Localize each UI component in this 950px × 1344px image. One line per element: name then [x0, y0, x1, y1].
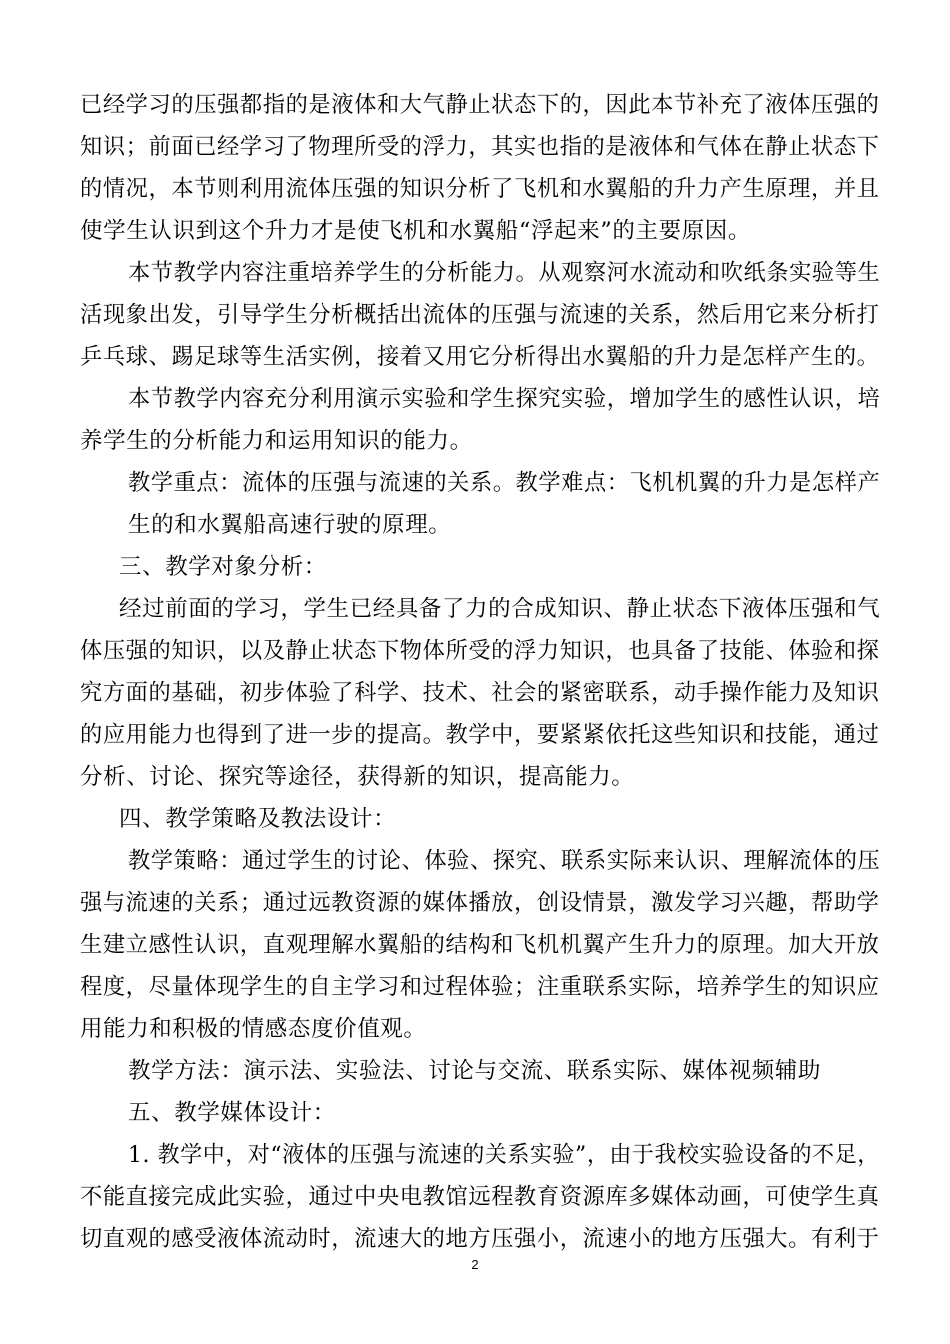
paragraph-line-p5-3: 究方面的基础，初步体验了科学、技术、社会的紧密联系，动手操作能力及知识	[80, 680, 880, 706]
paragraph-line-p2-1: 本节教学内容注重培养学生的分析能力。从观察河水流动和吹纸条实验等生	[128, 260, 881, 286]
section-heading-h5-1: 五、教学媒体设计：	[128, 1100, 336, 1126]
paragraph-line-p5-4: 的应用能力也得到了进一步的提高。教学中，要紧紧依托这些知识和技能，通过	[80, 722, 880, 748]
paragraph-line-p8-3: 切直观的感受液体流动时，流速大的地方压强小，流速小的地方压强大。有利于	[80, 1226, 880, 1252]
paragraph-line-p4-1: 教学重点：流体的压强与流速的关系。教学难点：飞机机翼的升力是怎样产	[128, 470, 881, 496]
paragraph-line-p1-4: 使学生认识到这个升力才是使飞机和水翼船“浮起来”的主要原因。	[80, 218, 752, 244]
paragraph-line-p6-5: 用能力和积极的情感态度价值观。	[80, 1016, 427, 1042]
paragraph-line-p1-1: 已经学习的压强都指的是液体和大气静止状态下的，因此本节补充了液体压强的	[80, 92, 880, 118]
paragraph-line-p8-2: 不能直接完成此实验，通过中央电教馆远程教育资源库多媒体动画，可使学生真	[80, 1184, 880, 1210]
paragraph-line-p2-3: 乒乓球、踢足球等生活实例，接着又用它分析得出水翼船的升力是怎样产生的。	[80, 344, 880, 370]
paragraph-line-p5-5: 分析、讨论、探究等途径，获得新的知识，提高能力。	[80, 764, 635, 790]
paragraph-line-p6-4: 程度，尽量体现学生的自主学习和过程体验；注重联系实际，培养学生的知识应	[80, 974, 880, 1000]
paragraph-line-p6-2: 强与流速的关系；通过远教资源的媒体播放，创设情景，激发学习兴趣，帮助学	[80, 890, 880, 916]
section-heading-h3-1: 三、教学对象分析：	[119, 554, 327, 580]
paragraph-line-p7-1: 教学方法：演示法、实验法、讨论与交流、联系实际、媒体视频辅助	[128, 1058, 822, 1084]
paragraph-line-p2-2: 活现象出发，引导学生分析概括出流体的压强与流速的关系，然后用它来分析打	[80, 302, 880, 328]
paragraph-line-p3-1: 本节教学内容充分利用演示实验和学生探究实验，增加学生的感性认识，培	[128, 386, 881, 412]
paragraph-line-p6-1: 教学策略：通过学生的讨论、体验、探究、联系实际来认识、理解流体的压	[128, 848, 881, 874]
page-number: 2	[471, 1257, 479, 1272]
section-heading-h4-1: 四、教学策略及教法设计：	[119, 806, 397, 832]
paragraph-line-p5-2: 体压强的知识，以及静止状态下物体所受的浮力知识，也具备了技能、体验和探	[80, 638, 880, 664]
paragraph-line-p5-1: 经过前面的学习，学生已经具备了力的合成知识、静止状态下液体压强和气	[119, 596, 881, 622]
paragraph-line-p4-2: 生的和水翼船高速行驶的原理。	[128, 512, 452, 538]
paragraph-line-p3-2: 养学生的分析能力和运用知识的能力。	[80, 428, 473, 454]
paragraph-line-p8-1: 1. 教学中，对“液体的压强与流速的关系实验”，由于我校实验设备的不足，	[128, 1142, 880, 1168]
paragraph-line-p1-3: 的情况，本节则利用流体压强的知识分析了飞机和水翼船的升力产生原理，并且	[80, 176, 880, 202]
paragraph-line-p6-3: 生建立感性认识，直观理解水翼船的结构和飞机机翼产生升力的原理。加大开放	[80, 932, 880, 958]
paragraph-line-p1-2: 知识；前面已经学习了物理所受的浮力，其实也指的是液体和气体在静止状态下	[80, 134, 880, 160]
